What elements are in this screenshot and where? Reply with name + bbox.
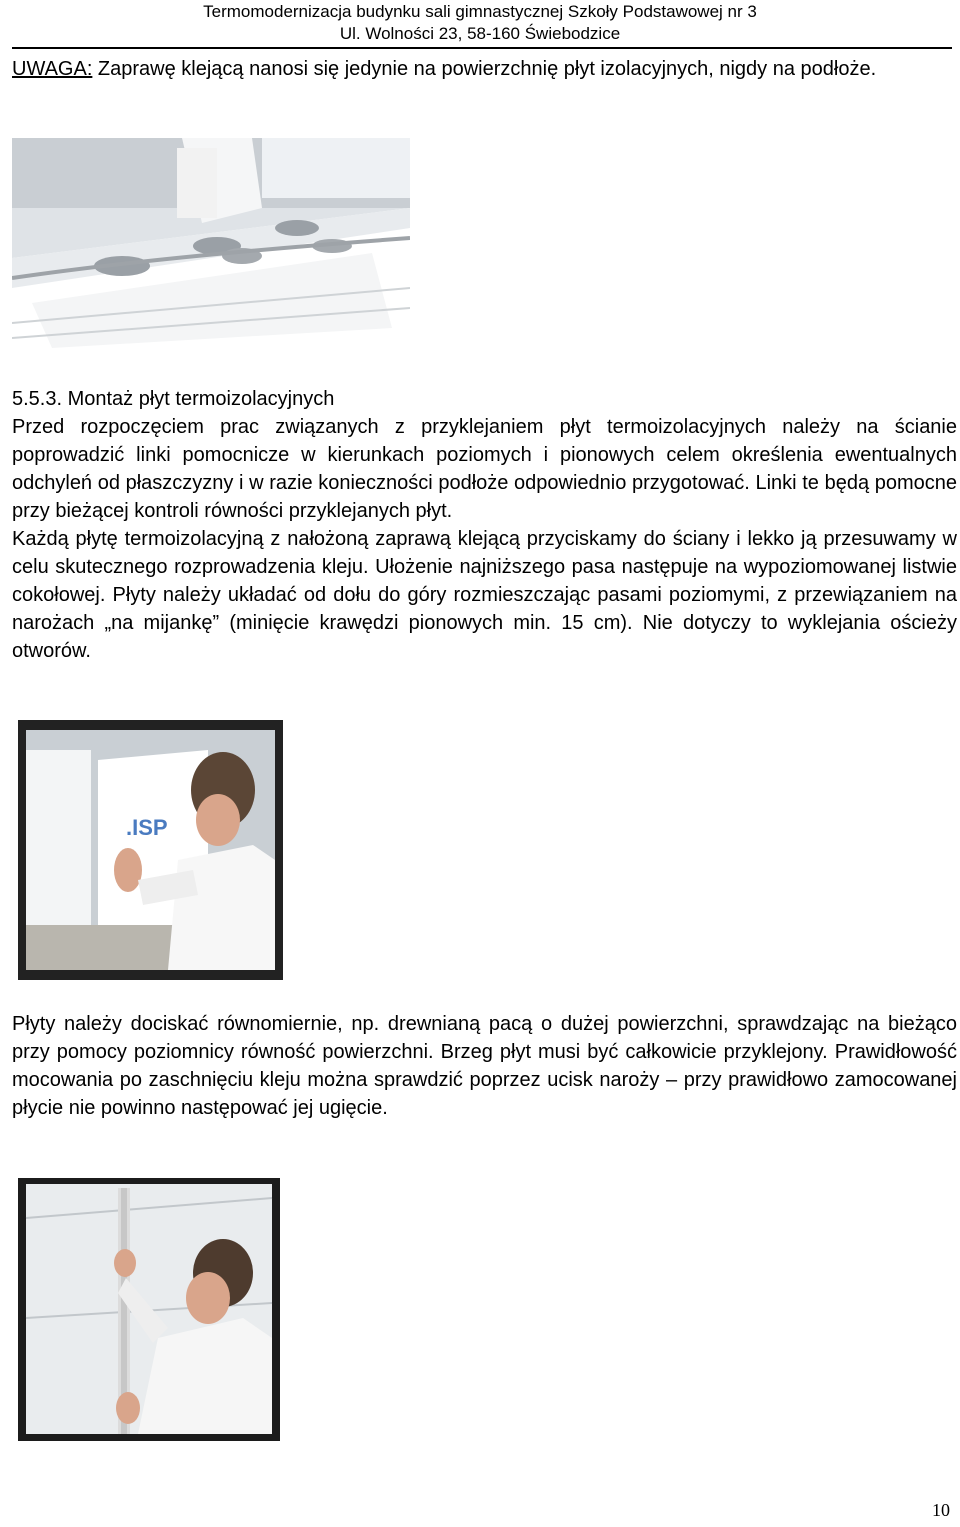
header-rule [12,47,952,49]
page-number: 10 [932,1500,950,1520]
photo2-print: .ISP [126,815,168,840]
section-paragraph-2: Każdą płytę termoizolacyjną z nałożoną zaprawą klejącą przyciskamy do ściany i lekko ją przesuwamy w celu skutecznego rozprowadzenia kleju. Ułożenie najniższego pasa następuje na wypoziomowanej listwie cokołowej. Płyty należy układać od dołu do góry rozmieszczając pasami poziomymi, z przewiązaniem na narożach „na mijankę” (minięcie krawędzi pionowych min. 15 cm). Nie dotyczy to wyklejania ościeży otworów. [12,528,957,662]
warning-label: UWAGA: [12,58,93,80]
section2-paragraph: Płyty należy dociskać równomiernie, np. drewnianą pacą o dużej powierzchni, sprawdzając na bieżąco przy pomocy poziomnicy równość powierzchni. Brzeg płyt musi być całkowicie przyklejony. Prawidłowość mocowania po zaschnięciu kleju można sprawdzić poprzez ucisk naroży – przy prawidłowo zamocowanej płycie nie powinno następować jej ugięcie. [12,1013,957,1119]
header-line-2: Ul. Wolności 23, 58-160 Świebodzice [339,24,621,43]
warning-paragraph [12,55,957,83]
section-5-5-3 [12,385,957,665]
photo-spirit-level-check [18,1178,280,1441]
photo-adhesive-on-board [12,138,410,356]
warning-text: Zaprawę klejącą nanosi się jedynie na powierzchnię płyt izolacyjnych, nigdy na podłoże. [92,58,877,80]
section-heading: 5.5.3. Montaż płyt termoizolacyjnych [12,388,335,410]
header-line-1: Termomodernizacja budynku sali gimnastycznej Szkoły Podstawowej nr 3 [203,2,757,21]
section-paragraph-1: Przed rozpoczęciem prac związanych z przyklejaniem płyt termoizolacyjnych należy na ścianie poprowadzić linki pomocnicze w kierunkach poziomych i pionowych celem określenia ewentualnych odchyleń od płaszczyzny i w razie konieczności podłoże odpowiednio przygotować. Linki te będą pomocne przy bieżącej kontroli równości przyklejanych płyt. [12,416,957,522]
page-header [0,0,960,45]
section-paragraph-3 [12,1010,957,1122]
photo-pressing-board [18,720,283,980]
